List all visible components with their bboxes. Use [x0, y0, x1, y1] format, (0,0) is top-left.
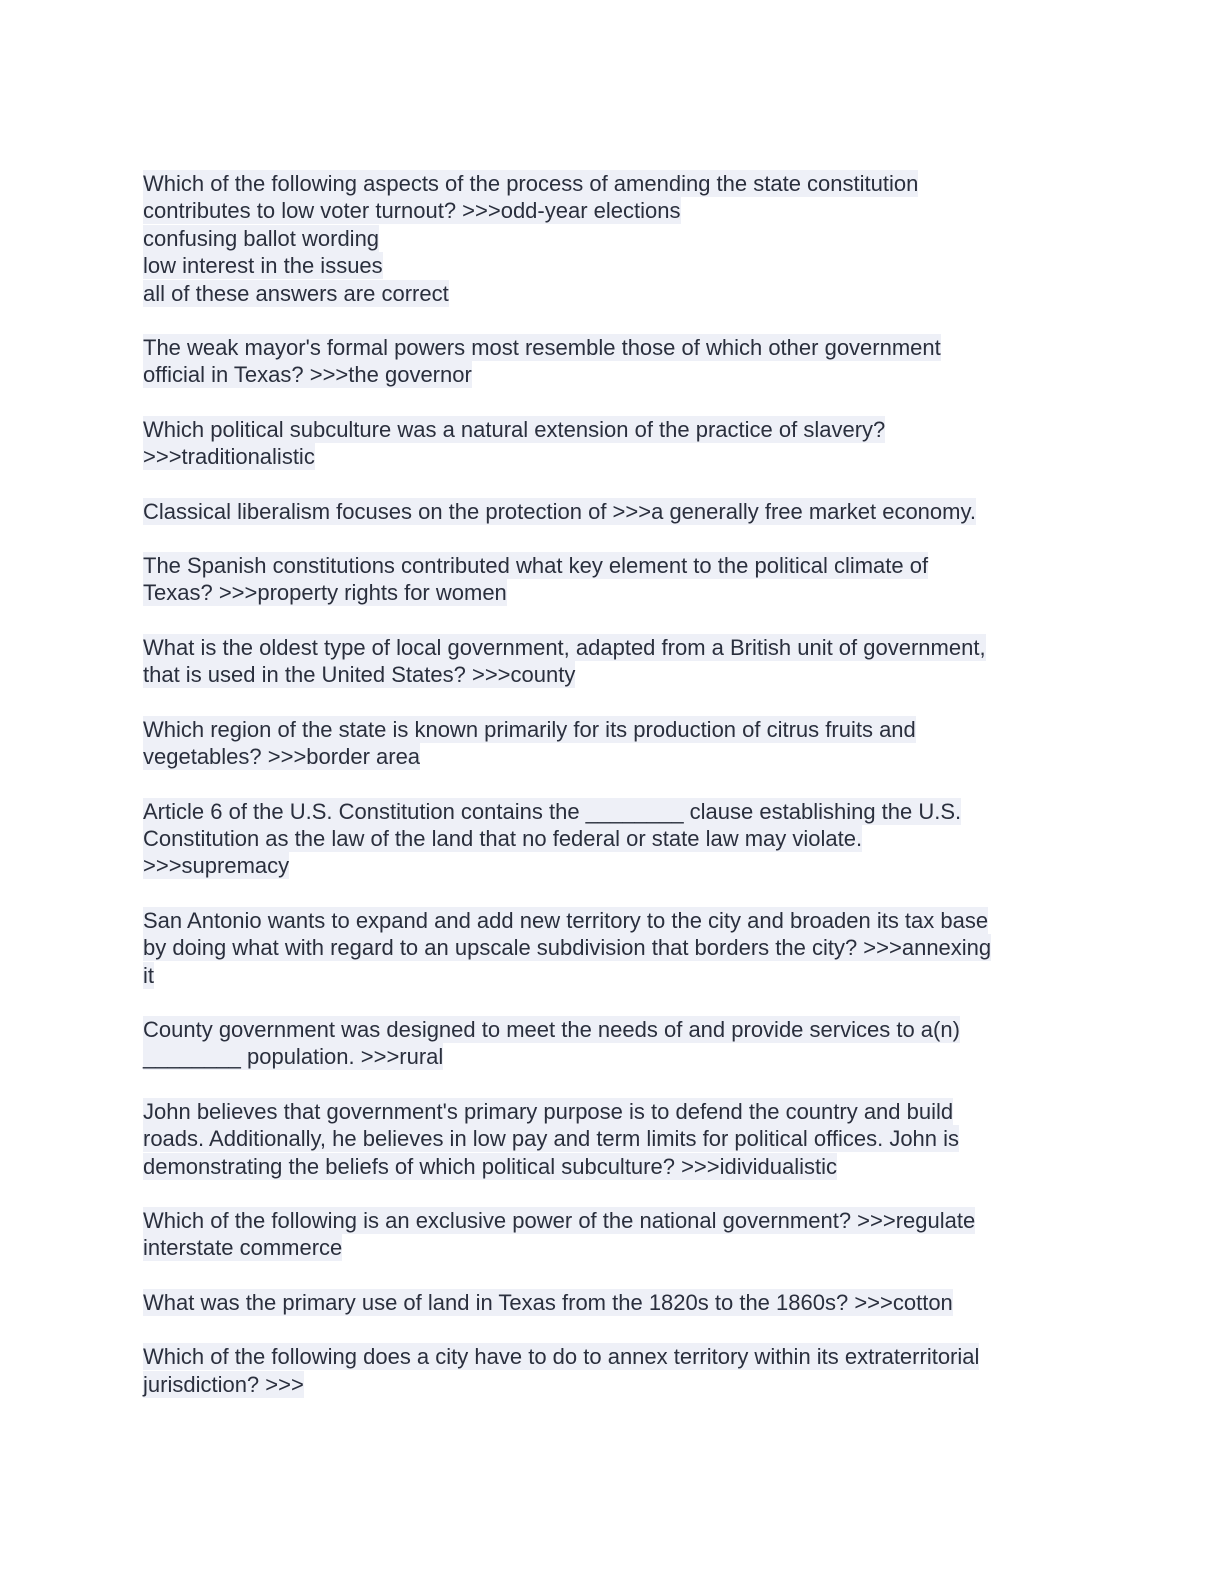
qa-item-5 — [143, 552, 1083, 607]
text-line: Which of the following is an exclusive power of the national government? >>>regulate — [143, 1207, 976, 1233]
text-line: Constitution as the law of the land that no federal or state law may violate. — [143, 825, 863, 851]
text-line: all of these answers are correct — [143, 280, 449, 306]
text-line: interstate commerce — [143, 1235, 343, 1261]
text-line: Article 6 of the U.S. Constitution contains the ________ clause establishing the U.S. — [143, 798, 962, 824]
text-line: demonstrating the beliefs of which political subculture? >>>idividualistic — [143, 1153, 837, 1179]
qa-item-4 — [143, 498, 1083, 525]
text-line: jurisdiction? >>> — [143, 1371, 304, 1397]
text-line: it — [143, 962, 154, 988]
text-line: vegetables? >>>border area — [143, 744, 421, 770]
text-line: The weak mayor's formal powers most resemble those of which other government — [143, 335, 941, 361]
text-line: roads. Additionally, he believes in low pay and term limits for political offices. John is — [143, 1126, 960, 1152]
text-line: ________ population. >>>rural — [143, 1044, 444, 1070]
document-page — [143, 170, 1083, 1425]
text-line: that is used in the United States? >>>county — [143, 662, 576, 688]
text-line: County government was designed to meet the needs of and provide services to a(n) — [143, 1016, 960, 1042]
text-line: Classical liberalism focuses on the protection of >>>a generally free market economy. — [143, 498, 976, 524]
text-line: Which of the following does a city have to do to annex territory within its extraterritorial — [143, 1344, 980, 1370]
text-line: Which of the following aspects of the process of amending the state constitution — [143, 171, 919, 196]
qa-item-7 — [143, 716, 1083, 771]
text-line: The Spanish constitutions contributed what key element to the political climate of — [143, 553, 929, 579]
text-line: Texas? >>>property rights for women — [143, 580, 507, 606]
text-line: >>>supremacy — [143, 853, 290, 879]
text-line: Which political subculture was a natural extension of the practice of slavery? — [143, 416, 886, 442]
qa-item-8 — [143, 798, 1083, 880]
qa-item-12 — [143, 1207, 1083, 1262]
text-line: San Antonio wants to expand and add new territory to the city and broaden its tax base — [143, 907, 989, 933]
qa-item-10 — [143, 1016, 1083, 1071]
text-line: contributes to low voter turnout? >>>odd-year elections — [143, 198, 681, 224]
qa-item-1 — [143, 170, 1083, 307]
qa-item-9 — [143, 907, 1083, 989]
text-line: Which region of the state is known primarily for its production of citrus fruits and — [143, 716, 916, 742]
text-line: confusing ballot wording — [143, 225, 380, 251]
qa-item-13 — [143, 1289, 1083, 1316]
text-line: What is the oldest type of local government, adapted from a British unit of government, — [143, 634, 986, 660]
text-line: >>>traditionalistic — [143, 444, 315, 470]
text-line: low interest in the issues — [143, 253, 383, 279]
qa-item-3 — [143, 416, 1083, 471]
qa-item-11 — [143, 1098, 1083, 1180]
text-line: official in Texas? >>>the governor — [143, 362, 472, 388]
qa-item-6 — [143, 634, 1083, 689]
text-line: John believes that government's primary purpose is to defend the country and build — [143, 1098, 954, 1124]
qa-item-2 — [143, 334, 1083, 389]
text-line: by doing what with regard to an upscale subdivision that borders the city? >>>annexing — [143, 935, 992, 961]
qa-item-14 — [143, 1343, 1083, 1398]
text-line: What was the primary use of land in Texas from the 1820s to the 1860s? >>>cotton — [143, 1289, 953, 1315]
